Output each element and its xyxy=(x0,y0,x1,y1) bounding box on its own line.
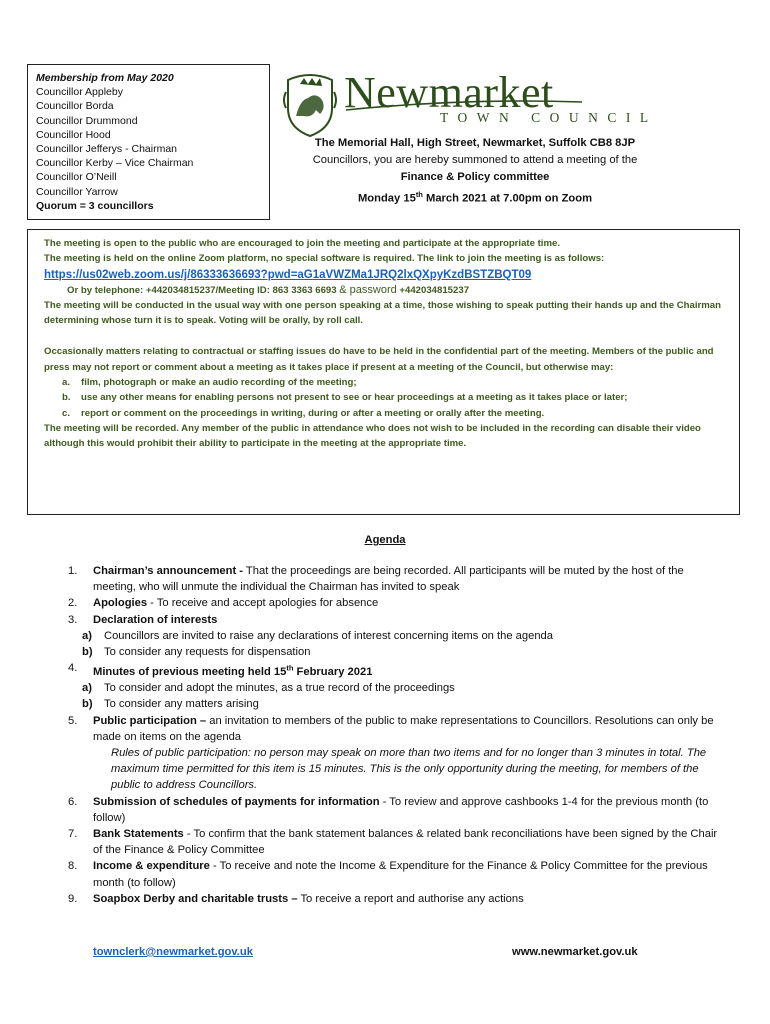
notice-box xyxy=(27,229,740,515)
list-item xyxy=(62,375,725,390)
meeting-date xyxy=(270,186,680,208)
participation-rules: Rules of public participation: no person may speak on more than two items and for no longer than 3 minutes in total. The maximum time permitted for this item is 15 minutes. This is the only opportunity during the meeting, for members of the public to address Councillors. xyxy=(111,746,707,792)
sub-text: Councillors are invited to raise any declarations of interest concerning items on the agenda xyxy=(104,629,553,642)
notice-p1: The meeting is open to the public who are encouraged to join the meeting and participate at the appropriate time. xyxy=(44,238,560,249)
agenda-item xyxy=(68,595,728,611)
agenda-item xyxy=(68,858,728,890)
logo-sub: TOWN COUNCIL xyxy=(440,110,658,125)
title-post: February 2021 xyxy=(293,665,373,678)
sub-text: To consider any requests for dispensation xyxy=(104,646,311,659)
date-sup: th xyxy=(415,190,423,199)
date-post: March 2021 at 7.00pm on Zoom xyxy=(422,192,593,205)
tel-post: +442034815237 xyxy=(396,284,470,296)
notice-p2: The meeting is held on the online Zoom platform, no special software is required. The link to join the meeting is as follows: xyxy=(44,253,605,265)
item-text: an invitation to members of the public to make representations to Councillors. Resolutions can only be made on items on the agenda xyxy=(93,714,714,743)
item-number: 5. xyxy=(68,714,78,727)
sub-marker: a) xyxy=(82,629,92,642)
date-pre: Monday 15 xyxy=(357,192,416,205)
notice-list xyxy=(44,375,725,421)
notice-p5: The meeting will be recorded. Any member of the public in attendance who does not wish to be included in the recording can disable their video although this would prohibit their ability to participate in the meeting at the appropriate time. xyxy=(44,422,701,450)
list-item xyxy=(62,390,725,405)
item-number: 7. xyxy=(68,827,78,840)
sub-item xyxy=(68,696,728,712)
membership-box xyxy=(27,64,270,220)
member-item: Councillor Hood xyxy=(36,128,111,141)
venue: The Memorial Hall, High Street, Newmarket, Suffolk CB8 8JP xyxy=(314,137,636,149)
sub-marker: a) xyxy=(82,682,92,695)
member-item: Councillor O’Neill xyxy=(36,171,117,184)
item-number: 3. xyxy=(68,613,78,626)
email-link[interactable]: townclerk@newmarket.gov.uk xyxy=(93,946,253,958)
item-text: To receive a report and authorise any actions xyxy=(297,892,524,905)
sub-item xyxy=(68,628,728,644)
item-title xyxy=(93,663,373,678)
summons: Councillors, you are hereby summoned to attend a meeting of the xyxy=(312,154,638,166)
list-text: film, photograph or make an audio recording of the meeting; xyxy=(81,377,357,389)
item-text: - To receive and note the Income & Expenditure for the Finance & Policy Committee for the previous month (to follow) xyxy=(93,860,708,889)
member-item: Councillor Kerby – Vice Chairman xyxy=(36,157,194,170)
agenda-item xyxy=(68,713,728,794)
item-title: Submission of schedules of payments for information xyxy=(93,795,380,808)
telephone-line xyxy=(44,283,725,298)
item-number: 6. xyxy=(68,795,78,808)
sub-item xyxy=(68,644,728,660)
sub-text: To consider and adopt the minutes, as a true record of the proceedings xyxy=(104,682,455,695)
agenda-item xyxy=(68,660,728,680)
item-number: 1. xyxy=(68,565,78,577)
title-sup: th xyxy=(286,663,294,673)
crest-icon xyxy=(282,70,338,138)
member-item: Councillor Appleby xyxy=(36,86,123,99)
member-item: Councillor Yarrow xyxy=(36,185,118,198)
sub-text: To consider any matters arising xyxy=(104,698,259,711)
item-number: 2. xyxy=(68,597,78,610)
sub-item xyxy=(68,680,728,696)
sub-marker: b) xyxy=(82,646,93,659)
member-item: Councillor Jefferys - Chairman xyxy=(36,143,178,156)
website-text: www.newmarket.gov.uk xyxy=(512,946,638,958)
list-text: use any other means for enabling persons not present to see or hear proceedings at a meeting as it takes place or later; xyxy=(81,392,628,404)
item-text: - To review and approve cashbooks 1-4 for the previous month (to follow) xyxy=(93,795,709,824)
list-marker: b. xyxy=(62,392,71,404)
agenda-list xyxy=(68,563,728,907)
item-text: That the proceedings are being recorded. All participants will be muted by the host of the meeting, who will unmute the individual the Chairman has invited to speak xyxy=(93,565,684,594)
logo-name: Newmarket xyxy=(344,68,554,117)
agenda-item xyxy=(68,826,728,858)
list-marker: a. xyxy=(62,377,71,389)
member-item: Councillor Borda xyxy=(36,100,114,113)
item-number: 9. xyxy=(68,892,78,905)
item-title: Soapbox Derby and charitable trusts – xyxy=(93,892,298,905)
notice-p4: Occasionally matters relating to contractual or staffing issues do have to be held in the confidential part of the meeting. Members of the public and press may not report or comment about a meeting as it takes place if present at a meeting of the Council, but otherwise may: xyxy=(44,346,714,373)
list-marker: c. xyxy=(62,407,71,419)
notice-p3: The meeting will be conducted in the usual way with one person speaking at a time, those wishing to speak putting their hands up and the Chairman determining whose turn it is to speak. Voting will be orally, by roll call. xyxy=(44,299,721,327)
committee-name: Finance & Policy committee xyxy=(400,171,550,183)
item-title: Income & expenditure xyxy=(93,860,210,873)
item-text: - To confirm that the bank statement balances & related bank reconciliations have been signed by the Chair of the Finance & Policy Committee xyxy=(93,827,718,857)
agenda-title: Agenda xyxy=(364,534,406,546)
tel-password: & password xyxy=(339,283,397,296)
quorum: Quorum = 3 councillors xyxy=(36,199,154,212)
item-number: 8. xyxy=(68,860,78,873)
membership-heading: Membership from May 2020 xyxy=(36,72,174,84)
item-title: Bank Statements xyxy=(93,827,184,840)
item-text: - To receive and accept apologies for absence xyxy=(147,597,379,610)
item-title: Public participation – xyxy=(93,714,207,727)
tel-pre: Or by telephone: +442034815237/Meeting ID: 863 3363 6693 xyxy=(67,284,340,296)
item-title: Apologies xyxy=(93,597,148,610)
item-title: Declaration of interests xyxy=(93,613,218,626)
member-item: Councillor Drummond xyxy=(36,114,138,127)
agenda-item xyxy=(68,563,728,595)
agenda-item xyxy=(68,612,728,628)
list-text: report or comment on the proceedings in writing, during or after a meeting or orally after the meeting. xyxy=(81,407,545,419)
title-pre: Minutes of previous meeting held 15 xyxy=(93,665,287,678)
list-item xyxy=(62,406,725,421)
item-number: 4. xyxy=(68,662,78,675)
zoom-link[interactable]: https://us02web.zoom.us/j/86333636693?pwd=aG1aVWZMa1JRQ2lxQXpyKzdBSTZBQT09 xyxy=(44,268,532,281)
item-title: Chairman’s announcement - xyxy=(93,565,244,577)
agenda-item xyxy=(68,794,728,826)
agenda-item xyxy=(68,891,728,907)
sub-marker: b) xyxy=(82,698,93,711)
